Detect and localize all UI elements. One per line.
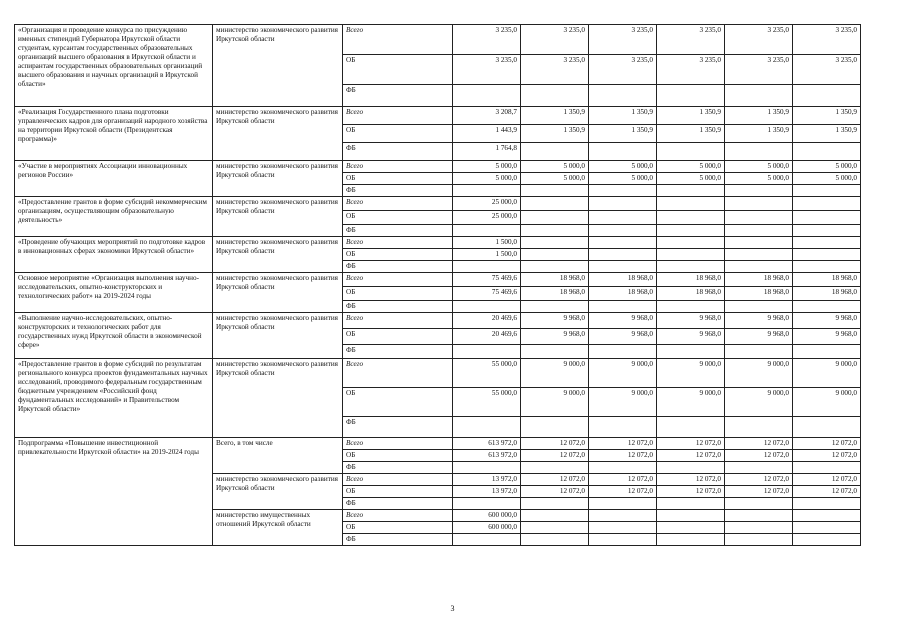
- value-cell: 3 235,0: [453, 25, 521, 55]
- value-cell: [657, 143, 725, 161]
- event-name-cell: «Организация и проведение конкурса по присуждению именных стипендий Губернатора Иркутской области студентам, курсантам государственных образовательных организаций высшего образования в Иркутской области и аспирантам государственных образовательных организаций высшего образования и научных организаций в Иркутской области»: [15, 25, 213, 107]
- value-cell: [453, 462, 521, 474]
- value-cell: [453, 225, 521, 237]
- value-cell: 3 235,0: [589, 55, 657, 85]
- value-cell: 3 235,0: [657, 25, 725, 55]
- value-cell: 75 469,6: [453, 287, 521, 301]
- value-cell: 18 968,0: [725, 287, 793, 301]
- value-cell: [657, 345, 725, 359]
- value-cell: [793, 185, 861, 197]
- table-row: [15, 313, 861, 329]
- responsible-cell: министерство экономического развития Иркутской области: [213, 474, 343, 510]
- value-cell: [589, 197, 657, 211]
- value-cell: [725, 510, 793, 522]
- value-cell: 5 000,0: [657, 161, 725, 173]
- value-cell: 12 072,0: [589, 474, 657, 486]
- table-row: [15, 438, 861, 450]
- value-cell: 1 764,8: [453, 143, 521, 161]
- value-cell: [725, 237, 793, 249]
- value-cell: [589, 261, 657, 273]
- value-cell: 9 000,0: [589, 359, 657, 388]
- value-cell: [521, 85, 589, 107]
- funding-source-cell: ОБ: [343, 125, 453, 143]
- value-cell: 5 000,0: [589, 161, 657, 173]
- value-cell: [521, 237, 589, 249]
- value-cell: 12 072,0: [793, 486, 861, 498]
- responsible-cell: министерство экономического развития Иркутской области: [213, 161, 343, 197]
- value-cell: 613 972,0: [453, 438, 521, 450]
- value-cell: 12 072,0: [657, 474, 725, 486]
- value-cell: [793, 237, 861, 249]
- value-cell: 18 968,0: [521, 287, 589, 301]
- value-cell: 9 968,0: [589, 329, 657, 345]
- value-cell: 3 235,0: [725, 25, 793, 55]
- responsible-cell: Всего, в том числе: [213, 438, 343, 474]
- value-cell: 9 968,0: [521, 329, 589, 345]
- value-cell: [793, 261, 861, 273]
- value-cell: [521, 185, 589, 197]
- value-cell: 5 000,0: [657, 173, 725, 185]
- page-number: 3: [450, 604, 455, 613]
- value-cell: 3 235,0: [725, 55, 793, 85]
- value-cell: 9 968,0: [725, 329, 793, 345]
- funding-source-cell: ФБ: [343, 143, 453, 161]
- value-cell: 5 000,0: [589, 173, 657, 185]
- subprogram-name-cell: Подпрограмма «Повышение инвестиционной привлекательности Иркутской области» на 2019-2024 годы: [15, 438, 213, 546]
- funding-source-cell: Всего: [343, 197, 453, 211]
- value-cell: 12 072,0: [521, 450, 589, 462]
- value-cell: [589, 534, 657, 546]
- value-cell: 1 500,0: [453, 237, 521, 249]
- event-name-cell: «Предоставление грантов в форме субсидий по результатам регионального конкурса проектов фундаментальных научных исследований, проводимого федеральным государственным бюджетным учреждением «Российский фонд фундаментальных исследований» и Правительством Иркутской области»: [15, 359, 213, 438]
- value-cell: 12 072,0: [725, 474, 793, 486]
- budget-table: [14, 24, 861, 546]
- value-cell: [589, 498, 657, 510]
- value-cell: 9 000,0: [793, 359, 861, 388]
- value-cell: [521, 462, 589, 474]
- value-cell: 9 000,0: [725, 359, 793, 388]
- value-cell: [589, 143, 657, 161]
- value-cell: 600 000,0: [453, 510, 521, 522]
- event-name-cell: «Проведение обучающих мероприятий по подготовке кадров в инновационных сферах экономики Иркутской области»: [15, 237, 213, 273]
- value-cell: 1 350,9: [589, 107, 657, 125]
- responsible-cell: министерство экономического развития Иркутской области: [213, 197, 343, 237]
- value-cell: 1 350,9: [793, 107, 861, 125]
- value-cell: [725, 143, 793, 161]
- value-cell: 9 000,0: [589, 388, 657, 417]
- value-cell: [657, 417, 725, 438]
- funding-source-cell: ОБ: [343, 249, 453, 261]
- table-row: [15, 25, 861, 55]
- value-cell: [521, 498, 589, 510]
- value-cell: 12 072,0: [589, 438, 657, 450]
- value-cell: [793, 143, 861, 161]
- value-cell: 5 000,0: [793, 173, 861, 185]
- value-cell: [521, 225, 589, 237]
- funding-source-cell: ФБ: [343, 534, 453, 546]
- value-cell: 9 000,0: [521, 388, 589, 417]
- value-cell: 13 972,0: [453, 474, 521, 486]
- value-cell: [589, 249, 657, 261]
- value-cell: [521, 522, 589, 534]
- value-cell: [725, 225, 793, 237]
- value-cell: [521, 197, 589, 211]
- funding-source-cell: ФБ: [343, 85, 453, 107]
- responsible-cell: министерство экономического развития Иркутской области: [213, 25, 343, 107]
- value-cell: [657, 534, 725, 546]
- value-cell: [453, 85, 521, 107]
- table-row: [15, 273, 861, 287]
- value-cell: 3 235,0: [521, 55, 589, 85]
- value-cell: [521, 261, 589, 273]
- responsible-cell: министерство экономического развития Иркутской области: [213, 359, 343, 438]
- value-cell: 1 500,0: [453, 249, 521, 261]
- value-cell: [725, 534, 793, 546]
- value-cell: [521, 345, 589, 359]
- funding-source-cell: Всего: [343, 510, 453, 522]
- value-cell: 18 968,0: [793, 287, 861, 301]
- value-cell: 1 443,9: [453, 125, 521, 143]
- value-cell: 1 350,9: [657, 125, 725, 143]
- value-cell: [793, 249, 861, 261]
- value-cell: 5 000,0: [521, 161, 589, 173]
- funding-source-cell: ОБ: [343, 486, 453, 498]
- value-cell: 25 000,0: [453, 211, 521, 225]
- value-cell: 12 072,0: [793, 438, 861, 450]
- funding-source-cell: ОБ: [343, 55, 453, 85]
- value-cell: 12 072,0: [657, 450, 725, 462]
- funding-source-cell: ОБ: [343, 211, 453, 225]
- value-cell: 25 000,0: [453, 197, 521, 211]
- value-cell: 9 968,0: [793, 329, 861, 345]
- responsible-cell: министерство имущественных отношений Иркутской области: [213, 510, 343, 546]
- value-cell: 1 350,9: [589, 125, 657, 143]
- value-cell: [793, 510, 861, 522]
- value-cell: [521, 211, 589, 225]
- value-cell: [453, 534, 521, 546]
- value-cell: 3 208,7: [453, 107, 521, 125]
- value-cell: [657, 225, 725, 237]
- funding-source-cell: ОБ: [343, 287, 453, 301]
- event-name-cell: «Выполнение научно-исследовательских, опытно-конструкторских и технологических работ для государственных нужд Иркутской области в экономической сфере»: [15, 313, 213, 359]
- value-cell: [725, 522, 793, 534]
- value-cell: [725, 249, 793, 261]
- value-cell: 1 350,9: [657, 107, 725, 125]
- value-cell: 1 350,9: [725, 125, 793, 143]
- table-row: [15, 359, 861, 388]
- value-cell: [521, 417, 589, 438]
- value-cell: 3 235,0: [589, 25, 657, 55]
- funding-source-cell: Всего: [343, 237, 453, 249]
- value-cell: [793, 225, 861, 237]
- value-cell: 9 968,0: [725, 313, 793, 329]
- value-cell: [589, 185, 657, 197]
- funding-source-cell: ОБ: [343, 522, 453, 534]
- value-cell: 9 968,0: [521, 313, 589, 329]
- value-cell: [657, 498, 725, 510]
- value-cell: 12 072,0: [725, 450, 793, 462]
- value-cell: [589, 225, 657, 237]
- value-cell: 5 000,0: [725, 161, 793, 173]
- event-name-cell: Основное мероприятие «Организация выполнения научно-исследовательских, опытно-конструкторских и технологических работ» на 2019-2024 годы: [15, 273, 213, 313]
- value-cell: [589, 462, 657, 474]
- value-cell: [657, 85, 725, 107]
- value-cell: [657, 237, 725, 249]
- value-cell: [725, 197, 793, 211]
- value-cell: 12 072,0: [521, 486, 589, 498]
- value-cell: 12 072,0: [589, 486, 657, 498]
- funding-source-cell: ОБ: [343, 173, 453, 185]
- value-cell: [725, 345, 793, 359]
- value-cell: 9 968,0: [657, 329, 725, 345]
- value-cell: [453, 185, 521, 197]
- value-cell: [657, 185, 725, 197]
- value-cell: [589, 522, 657, 534]
- value-cell: [725, 498, 793, 510]
- funding-source-cell: Всего: [343, 161, 453, 173]
- value-cell: [793, 462, 861, 474]
- funding-source-cell: ФБ: [343, 417, 453, 438]
- value-cell: [453, 417, 521, 438]
- table-row: [15, 161, 861, 173]
- value-cell: 9 968,0: [657, 313, 725, 329]
- value-cell: [453, 498, 521, 510]
- value-cell: [657, 522, 725, 534]
- value-cell: [793, 498, 861, 510]
- value-cell: [589, 237, 657, 249]
- value-cell: [657, 249, 725, 261]
- value-cell: 1 350,9: [725, 107, 793, 125]
- value-cell: 9 000,0: [793, 388, 861, 417]
- value-cell: 613 972,0: [453, 450, 521, 462]
- value-cell: 600 000,0: [453, 522, 521, 534]
- value-cell: 1 350,9: [793, 125, 861, 143]
- responsible-cell: министерство экономического развития Иркутской области: [213, 107, 343, 161]
- value-cell: [793, 211, 861, 225]
- value-cell: 3 235,0: [793, 55, 861, 85]
- funding-source-cell: ФБ: [343, 261, 453, 273]
- funding-source-cell: Всего: [343, 313, 453, 329]
- value-cell: [725, 462, 793, 474]
- value-cell: 5 000,0: [521, 173, 589, 185]
- value-cell: [521, 249, 589, 261]
- table-body: [15, 25, 861, 546]
- responsible-cell: министерство экономического развития Иркутской области: [213, 313, 343, 359]
- value-cell: [453, 261, 521, 273]
- value-cell: 18 968,0: [589, 287, 657, 301]
- value-cell: 75 469,6: [453, 273, 521, 287]
- value-cell: 12 072,0: [589, 450, 657, 462]
- funding-source-cell: Всего: [343, 474, 453, 486]
- value-cell: [725, 261, 793, 273]
- value-cell: 18 968,0: [657, 273, 725, 287]
- value-cell: [725, 301, 793, 313]
- value-cell: 55 000,0: [453, 388, 521, 417]
- value-cell: 5 000,0: [725, 173, 793, 185]
- funding-source-cell: ФБ: [343, 301, 453, 313]
- value-cell: 3 235,0: [453, 55, 521, 85]
- value-cell: [725, 417, 793, 438]
- value-cell: [793, 417, 861, 438]
- responsible-cell: министерство экономического развития Иркутской области: [213, 237, 343, 273]
- value-cell: 5 000,0: [453, 161, 521, 173]
- funding-source-cell: Всего: [343, 438, 453, 450]
- value-cell: 5 000,0: [453, 173, 521, 185]
- value-cell: 18 968,0: [657, 287, 725, 301]
- value-cell: 9 000,0: [521, 359, 589, 388]
- funding-source-cell: ОБ: [343, 329, 453, 345]
- value-cell: 18 968,0: [725, 273, 793, 287]
- value-cell: 12 072,0: [725, 486, 793, 498]
- funding-source-cell: ФБ: [343, 498, 453, 510]
- value-cell: 18 968,0: [589, 273, 657, 287]
- value-cell: 12 072,0: [793, 474, 861, 486]
- value-cell: 9 000,0: [657, 388, 725, 417]
- value-cell: 9 000,0: [657, 359, 725, 388]
- funding-source-cell: ФБ: [343, 345, 453, 359]
- value-cell: [521, 143, 589, 161]
- value-cell: [589, 301, 657, 313]
- value-cell: [589, 417, 657, 438]
- value-cell: 20 469,6: [453, 313, 521, 329]
- value-cell: 20 469,6: [453, 329, 521, 345]
- funding-source-cell: ОБ: [343, 388, 453, 417]
- value-cell: [657, 211, 725, 225]
- table-row: [15, 197, 861, 211]
- value-cell: 3 235,0: [793, 25, 861, 55]
- value-cell: [725, 185, 793, 197]
- value-cell: 12 072,0: [521, 438, 589, 450]
- responsible-cell: министерство экономического развития Иркутской области: [213, 273, 343, 313]
- value-cell: [521, 301, 589, 313]
- value-cell: [657, 197, 725, 211]
- funding-source-cell: Всего: [343, 273, 453, 287]
- event-name-cell: «Участие в мероприятиях Ассоциации инновационных регионов России»: [15, 161, 213, 197]
- value-cell: [453, 345, 521, 359]
- value-cell: [521, 510, 589, 522]
- value-cell: 5 000,0: [793, 161, 861, 173]
- value-cell: 12 072,0: [793, 450, 861, 462]
- value-cell: 18 968,0: [521, 273, 589, 287]
- value-cell: [589, 510, 657, 522]
- value-cell: 13 972,0: [453, 486, 521, 498]
- funding-source-cell: Всего: [343, 359, 453, 388]
- value-cell: [793, 85, 861, 107]
- value-cell: 9 968,0: [793, 313, 861, 329]
- value-cell: [793, 301, 861, 313]
- funding-source-cell: Всего: [343, 107, 453, 125]
- value-cell: 12 072,0: [657, 438, 725, 450]
- value-cell: [589, 345, 657, 359]
- funding-source-cell: ФБ: [343, 462, 453, 474]
- value-cell: 1 350,9: [521, 125, 589, 143]
- event-name-cell: «Реализация Государственного плана подготовки управленческих кадров для организаций народного хозяйства на территории Иркутской области (Президентская программа)»: [15, 107, 213, 161]
- value-cell: [793, 534, 861, 546]
- value-cell: [589, 85, 657, 107]
- value-cell: [657, 462, 725, 474]
- value-cell: [725, 85, 793, 107]
- value-cell: 12 072,0: [521, 474, 589, 486]
- funding-source-cell: ОБ: [343, 450, 453, 462]
- value-cell: [793, 345, 861, 359]
- table-row: [15, 107, 861, 125]
- value-cell: 1 350,9: [521, 107, 589, 125]
- value-cell: 3 235,0: [657, 55, 725, 85]
- value-cell: [521, 534, 589, 546]
- value-cell: 55 000,0: [453, 359, 521, 388]
- funding-source-cell: ФБ: [343, 185, 453, 197]
- value-cell: [657, 261, 725, 273]
- value-cell: 9 968,0: [589, 313, 657, 329]
- value-cell: [453, 301, 521, 313]
- value-cell: 18 968,0: [793, 273, 861, 287]
- funding-source-cell: ФБ: [343, 225, 453, 237]
- funding-source-cell: Всего: [343, 25, 453, 55]
- value-cell: 12 072,0: [725, 438, 793, 450]
- value-cell: [657, 301, 725, 313]
- value-cell: 9 000,0: [725, 388, 793, 417]
- value-cell: 12 072,0: [657, 486, 725, 498]
- value-cell: [589, 211, 657, 225]
- value-cell: [725, 211, 793, 225]
- value-cell: [657, 510, 725, 522]
- table-row: [15, 237, 861, 249]
- value-cell: [793, 522, 861, 534]
- value-cell: 3 235,0: [521, 25, 589, 55]
- value-cell: [793, 197, 861, 211]
- event-name-cell: «Предоставление грантов в форме субсидий некоммерческим организациям, осуществляющим образовательную деятельность»: [15, 197, 213, 237]
